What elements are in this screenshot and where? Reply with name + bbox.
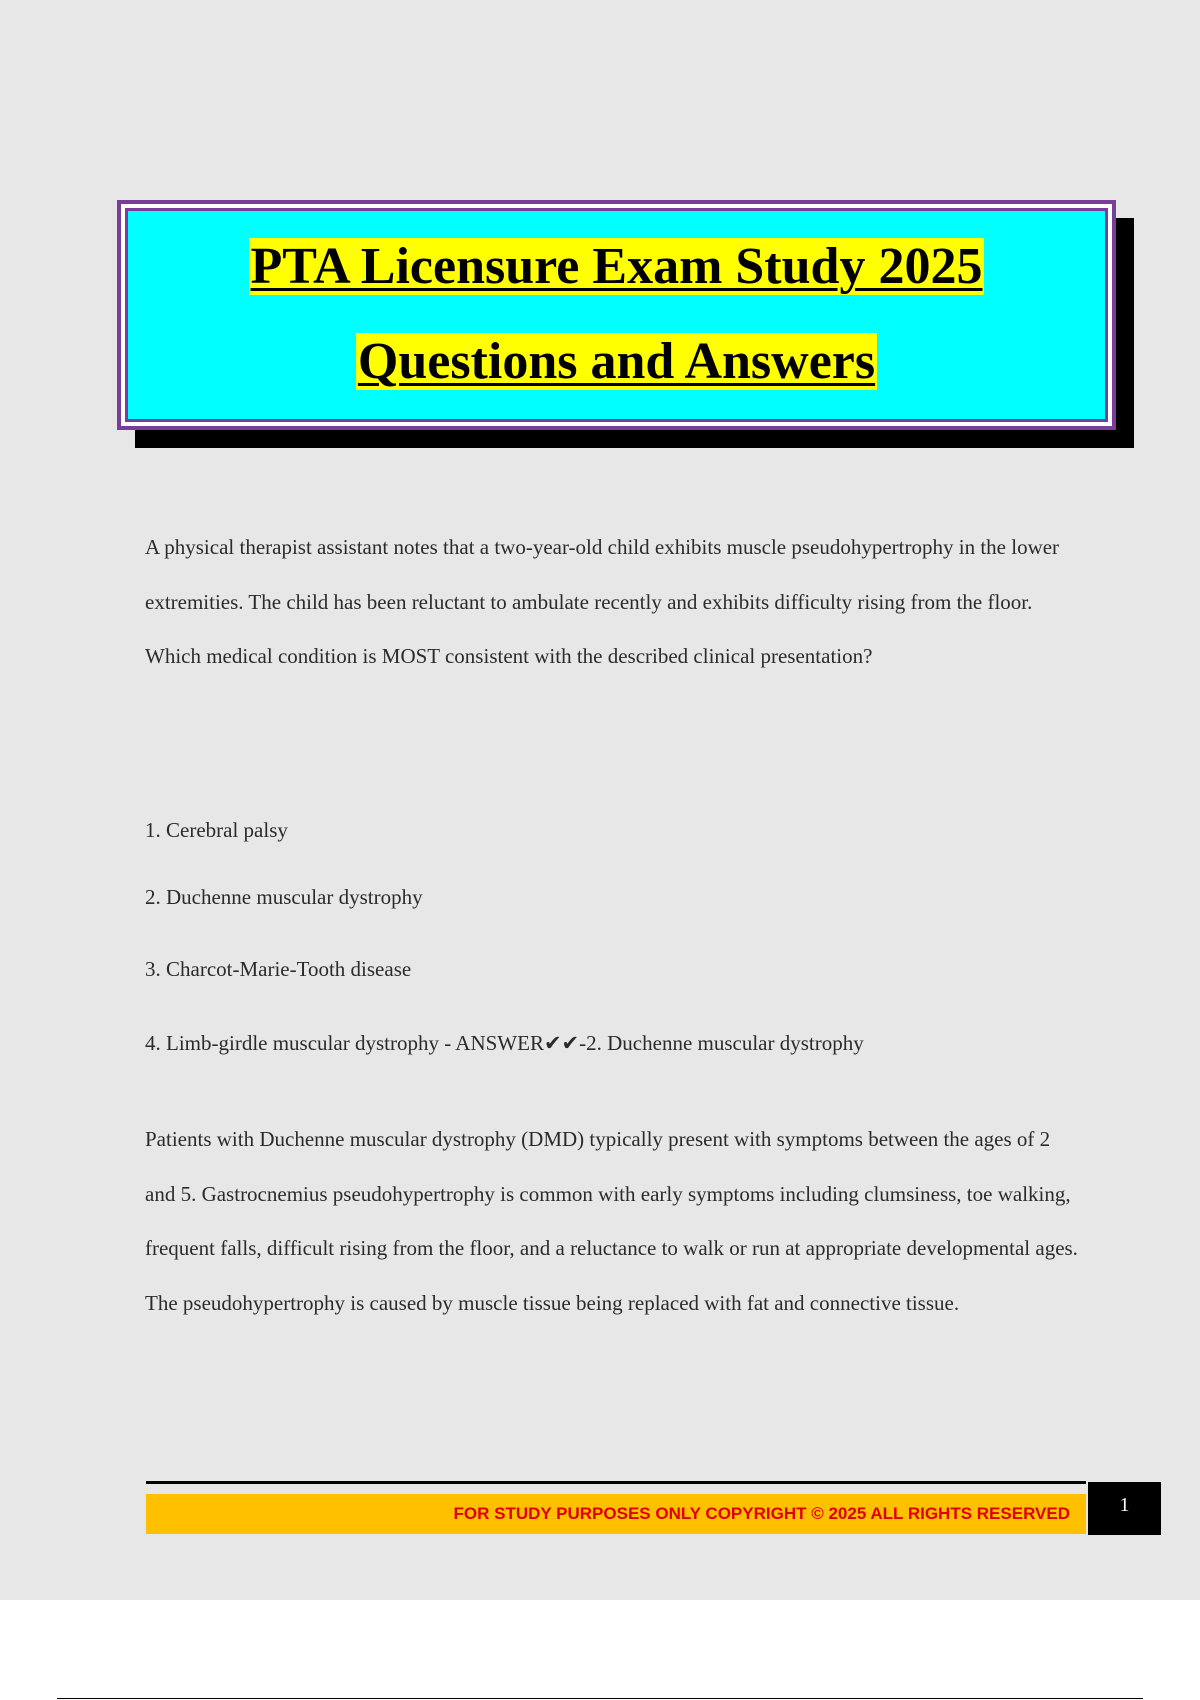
next-page-divider — [57, 1698, 1143, 1699]
copyright-notice: FOR STUDY PURPOSES ONLY COPYRIGHT © 2025 ALL RIGHTS RESERVED — [453, 1504, 1070, 1523]
title-box-inner — [125, 208, 1108, 422]
document-title — [128, 219, 1105, 409]
option-1: 1. Cerebral palsy — [145, 818, 288, 842]
option-3: 3. Charcot-Marie-Tooth disease — [145, 957, 412, 981]
answer-explanation: Patients with Duchenne muscular dystrophy (DMD) typically present with symptoms between the ages of 2 and 5. Gastrocnemius pseudohypertrophy is common with early symptoms including clumsiness, toe walking, frequent falls, difficult rising from the floor, and a reluctance to walk or run at appropriate developmental ages. The pseudohypertrophy is caused by muscle tissue being replaced with fat and connective tissue. — [145, 1127, 1078, 1315]
title-box — [117, 200, 1116, 430]
option-4-with-answer: 4. Limb-girdle muscular dystrophy - ANSWER✔✔-2. Duchenne muscular dystrophy — [145, 1031, 864, 1055]
title-line-2: Questions and Answers — [357, 333, 876, 390]
footer-divider — [146, 1481, 1086, 1484]
footer-banner — [146, 1494, 1086, 1534]
title-line-1: PTA Licensure Exam Study 2025 — [250, 238, 983, 295]
question-text: A physical therapist assistant notes that a two-year-old child exhibits muscle pseudohypertrophy in the lower extremities. The child has been reluctant to ambulate recently and exhibits difficulty rising from the floor. Which medical condition is MOST consistent with the described clinical presentation? — [145, 535, 1060, 668]
page-number: 1 — [1119, 1494, 1130, 1516]
option-2: 2. Duchenne muscular dystrophy — [145, 885, 423, 909]
page-number-box — [1088, 1482, 1161, 1535]
